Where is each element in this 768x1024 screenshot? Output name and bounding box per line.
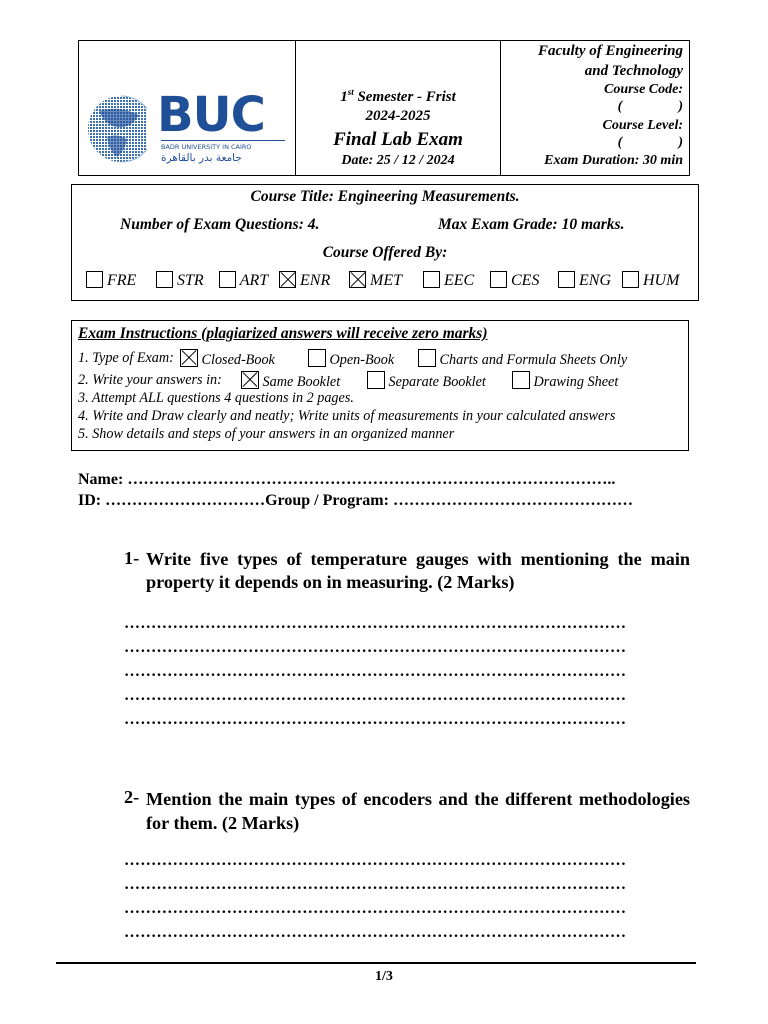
max-exam-grade: Max Exam Grade: 10 marks.	[438, 216, 625, 233]
program-checkbox-art[interactable]	[219, 271, 236, 288]
answers-separate-booklet[interactable]	[367, 371, 486, 391]
same-booklet-checkbox[interactable]	[241, 371, 259, 389]
student-name-field[interactable]: Name: ………………………………………………………………………………..	[78, 471, 616, 488]
open-book-label: Open-Book	[329, 352, 395, 368]
question-number: 2-	[124, 787, 140, 807]
course-offered-by: Course Offered By:	[322, 244, 448, 261]
drawing-sheet-checkbox[interactable]	[512, 371, 530, 389]
logo-subtitle-ar: جامعة بدر بالقاهرة	[161, 152, 242, 164]
question-1-answer-area[interactable]	[124, 615, 686, 735]
program-option-eec[interactable]	[423, 271, 474, 290]
drawing-sheet-label: Drawing Sheet	[533, 374, 619, 390]
answer-line[interactable]: …………………………………………………………………………………	[124, 711, 627, 728]
exam-type-open-book[interactable]	[308, 349, 394, 369]
program-label: FRE	[107, 272, 137, 289]
footer-rule	[56, 962, 696, 964]
question-2-answer-area[interactable]	[124, 852, 686, 948]
separate-booklet-checkbox[interactable]	[367, 371, 385, 389]
program-checkbox-hum[interactable]	[622, 271, 639, 288]
same-booklet-label: Same Booklet	[262, 374, 341, 390]
semester-ordinal-suffix: st	[347, 87, 354, 97]
semester-label: Semester - Frist	[353, 89, 456, 105]
page-number: 1/3	[375, 969, 393, 984]
program-checkbox-eec[interactable]	[423, 271, 440, 288]
answer-line[interactable]: …………………………………………………………………………………	[124, 639, 627, 656]
program-label: MET	[370, 272, 402, 289]
exam-duration: Exam Duration: 30 min	[544, 153, 683, 168]
instruction-exam-type	[78, 350, 174, 367]
course-code-value: ( )	[617, 99, 683, 114]
answer-line[interactable]: …………………………………………………………………………………	[124, 852, 627, 869]
program-option-fre[interactable]	[86, 271, 136, 290]
student-id-field[interactable]: ID: …………………………	[78, 492, 266, 509]
program-checkbox-ces[interactable]	[490, 271, 507, 288]
semester	[296, 87, 500, 106]
logo-text: BUC	[157, 87, 265, 143]
program-checkbox-fre[interactable]	[86, 271, 103, 288]
answer-line[interactable]: …………………………………………………………………………………	[124, 663, 627, 680]
group-program-field[interactable]: Group / Program: ………………………………………	[265, 492, 633, 509]
closed-book-checkbox[interactable]	[180, 349, 198, 367]
faculty-name-line1: Faculty of Engineering	[537, 43, 683, 59]
logo-subtitle-en: BADR UNIVERSITY IN CAIRO	[161, 143, 252, 151]
course-title: Course Title: Engineering Measurements.	[250, 188, 520, 205]
exam-type-charts-formula[interactable]	[418, 349, 627, 369]
faculty-name-line2: and Technology	[584, 63, 683, 79]
exam-date: Date: 25 / 12 / 2024	[341, 153, 455, 168]
instruction-show-details: 5. Show details and steps of your answers in an organized manner	[78, 426, 455, 442]
program-option-ces[interactable]	[490, 271, 539, 290]
globe-icon	[87, 91, 147, 167]
semester-number: 1	[340, 89, 348, 105]
instructions-heading: Exam Instructions (plagiarized answers will receive zero marks)	[78, 325, 488, 342]
program-checkbox-enr[interactable]	[279, 271, 296, 288]
course-level-label: Course Level:	[602, 118, 683, 133]
number-of-questions: Number of Exam Questions: 4.	[120, 216, 320, 233]
answer-line[interactable]: …………………………………………………………………………………	[124, 615, 627, 632]
exam-header-table	[78, 40, 690, 176]
separate-booklet-label: Separate Booklet	[388, 374, 486, 390]
program-option-hum[interactable]	[622, 271, 679, 290]
exam-type-closed-book[interactable]	[180, 349, 275, 369]
instruction-answers-in	[78, 372, 222, 389]
logo-cell	[79, 41, 296, 175]
charts-formula-checkbox[interactable]	[418, 349, 436, 367]
program-option-met[interactable]	[349, 271, 402, 290]
program-label: EEC	[444, 272, 475, 289]
logo-divider	[161, 140, 285, 141]
program-label: HUM	[643, 272, 680, 289]
instruction-attempt-all: 3. Attempt ALL questions 4 questions in 2 pages.	[78, 390, 354, 406]
answers-in-label: 2. Write your answers in:	[78, 372, 222, 388]
course-level-value: ( )	[617, 135, 683, 150]
exam-instructions-box	[71, 320, 689, 451]
question-text: Write five types of temperature gauges with mentioning the main property it depends on in measuring. (2 Marks)	[146, 549, 690, 592]
program-option-str[interactable]	[156, 271, 204, 290]
exam-info-cell	[296, 41, 501, 175]
closed-book-label: Closed-Book	[201, 352, 275, 368]
answers-same-booklet[interactable]	[241, 371, 340, 391]
open-book-checkbox[interactable]	[308, 349, 326, 367]
answer-line[interactable]: …………………………………………………………………………………	[124, 900, 627, 917]
program-checkbox-eng[interactable]	[558, 271, 575, 288]
course-code-label: Course Code:	[604, 82, 683, 97]
program-checkbox-met[interactable]	[349, 271, 366, 288]
charts-formula-label: Charts and Formula Sheets Only	[439, 352, 628, 368]
answers-drawing-sheet[interactable]	[512, 371, 618, 391]
program-option-eng[interactable]	[558, 271, 611, 290]
exam-type-label: 1. Type of Exam:	[78, 350, 174, 366]
program-option-enr[interactable]	[279, 271, 330, 290]
answer-line[interactable]: …………………………………………………………………………………	[124, 687, 627, 704]
program-option-art[interactable]	[219, 271, 268, 290]
answer-line[interactable]: …………………………………………………………………………………	[124, 924, 627, 941]
question-text: Mention the main types of encoders and the different methodologies for them. (2 Marks)	[146, 789, 690, 833]
program-label: ART	[239, 272, 269, 289]
student-id-group-field[interactable]	[78, 492, 690, 510]
program-label: ENG	[579, 272, 611, 289]
instruction-write-clearly: 4. Write and Draw clearly and neatly; Write units of measurements in your calculated answers	[78, 408, 616, 424]
faculty-cell	[501, 41, 689, 175]
program-label: CES	[511, 272, 540, 289]
academic-year: 2024-2025	[365, 108, 431, 124]
exam-title: Final Lab Exam	[333, 129, 463, 150]
university-logo	[87, 87, 287, 171]
program-label: ENR	[300, 272, 331, 289]
program-label: STR	[177, 272, 204, 289]
question-number: 1-	[124, 548, 140, 568]
program-checkbox-str[interactable]	[156, 271, 173, 288]
answer-line[interactable]: …………………………………………………………………………………	[124, 876, 627, 893]
